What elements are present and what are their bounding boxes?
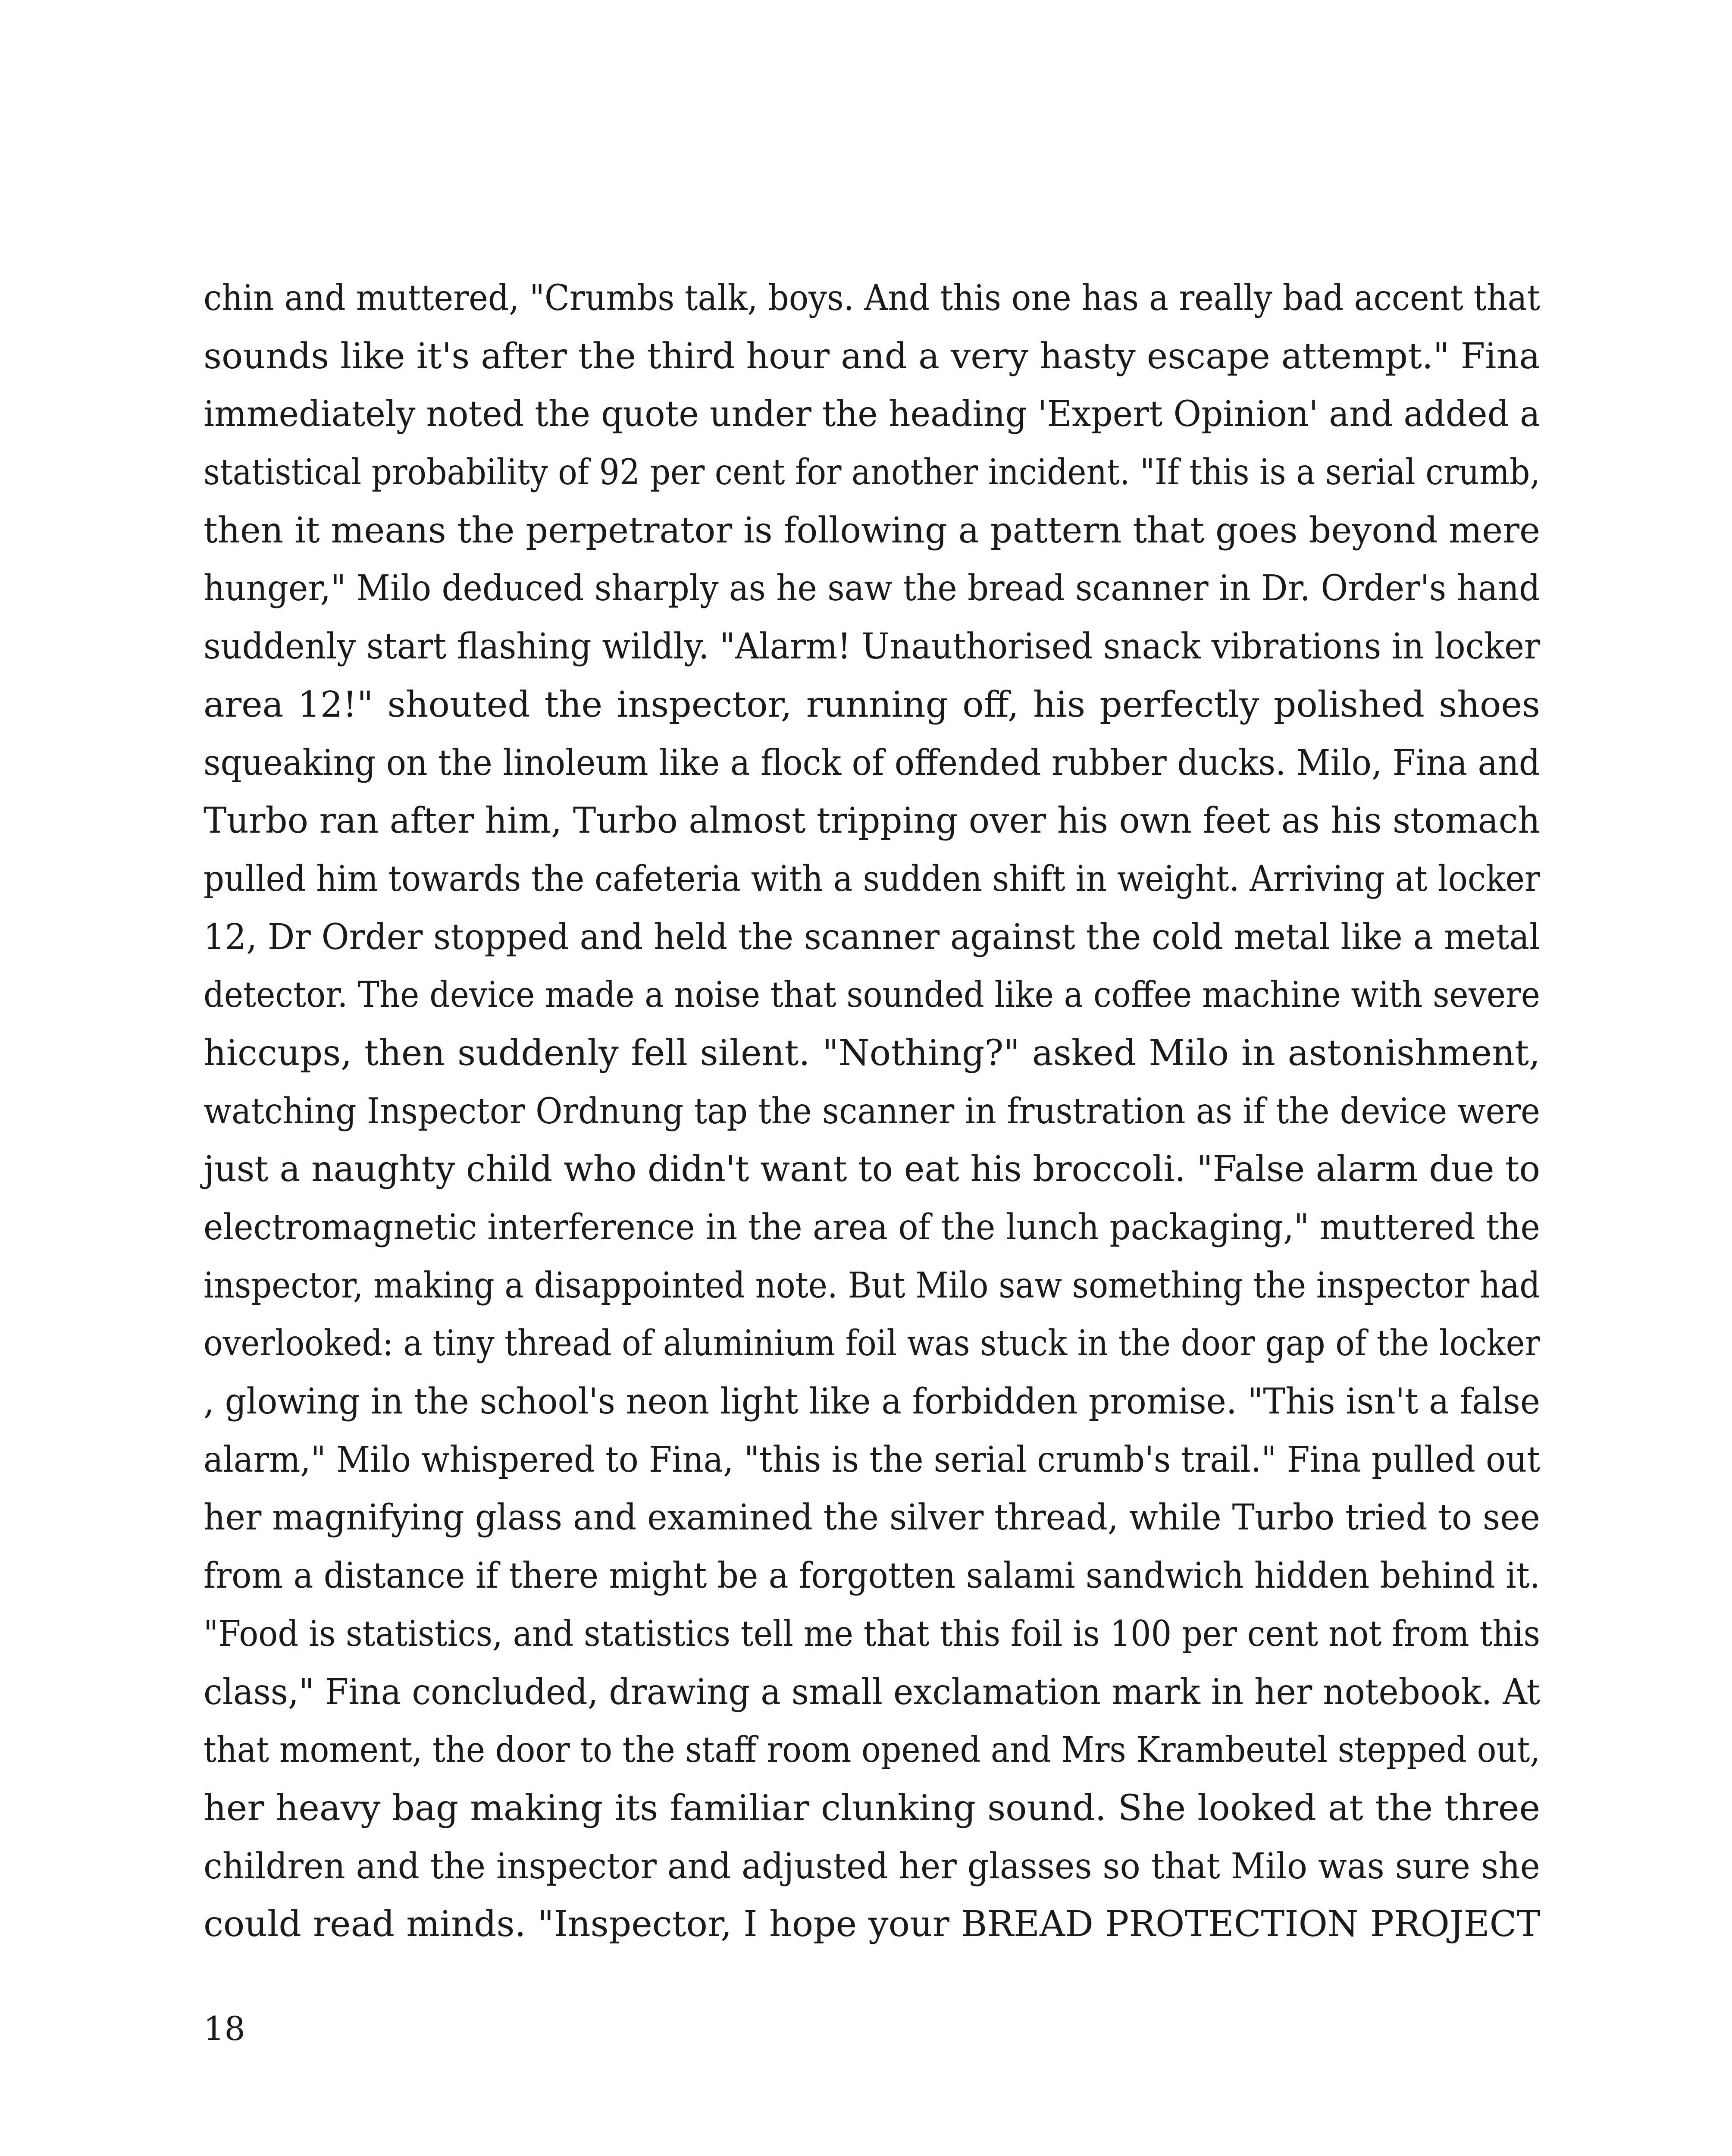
- text-line: her magnifying glass and examined the silver thread, while Turbo tried to see: [204, 1497, 1540, 1539]
- text-line: that moment, the door to the staff room opened and Mrs Krambeutel stepped out,: [204, 1730, 1540, 1771]
- text-line: squeaking on the linoleum like a flock of offended rubber ducks. Milo, Fina and: [204, 742, 1540, 783]
- text-line: chin and muttered, "Crumbs talk, boys. And this one has a really bad accent that: [204, 278, 1540, 319]
- text-line: class," Fina concluded, drawing a small exclamation mark in her notebook. At: [204, 1671, 1540, 1713]
- text-line: inspector, making a disappointed note. But Milo saw something the inspector had: [204, 1265, 1540, 1306]
- text-line: hunger," Milo deduced sharply as he saw the bread scanner in Dr. Order's hand: [204, 568, 1540, 609]
- page-number: 18: [204, 2009, 245, 2048]
- text-line: immediately noted the quote under the heading 'Expert Opinion' and added a: [204, 394, 1540, 435]
- text-line: overlooked: a tiny thread of aluminium foil was stuck in the door gap of the locker: [204, 1323, 1540, 1364]
- text-line: her heavy bag making its familiar clunking sound. She looked at the three: [204, 1787, 1540, 1829]
- text-line: Turbo ran after him, Turbo almost tripping over his own feet as his stomach: [204, 800, 1540, 842]
- text-line: then it means the perpetrator is following a pattern that goes beyond mere: [204, 510, 1540, 551]
- text-line: sounds like it's after the third hour and a very hasty escape attempt." Fina: [204, 335, 1540, 377]
- text-line: pulled him towards the cafeteria with a sudden shift in weight. Arriving at locker: [204, 858, 1540, 899]
- text-line: from a distance if there might be a forgotten salami sandwich hidden behind it.: [204, 1555, 1540, 1597]
- text-line: area 12!" shouted the inspector, running off, his perfectly polished shoes: [204, 684, 1540, 725]
- text-line: watching Inspector Ordnung tap the scanner in frustration as if the device were: [204, 1091, 1540, 1132]
- text-line: "Food is statistics, and statistics tell me that this foil is 100 per cent not from this: [204, 1613, 1540, 1655]
- text-line: hiccups, then suddenly fell silent. "Nothing?" asked Milo in astonishment,: [204, 1032, 1540, 1074]
- text-line: , glowing in the school's neon light like a forbidden promise. "This isn't a false: [204, 1381, 1540, 1423]
- text-line: alarm," Milo whispered to Fina, "this is the serial crumb's trail." Fina pulled out: [204, 1439, 1540, 1480]
- text-line: electromagnetic interference in the area of the lunch packaging," muttered the: [204, 1207, 1540, 1248]
- text-line: detector. The device made a noise that sounded like a coffee machine with severe: [204, 975, 1540, 1016]
- body-text: [204, 270, 1540, 1954]
- text-line: could read minds. "Inspector, I hope your BREAD PROTECTION PROJECT: [204, 1904, 1540, 1945]
- text-line: statistical probability of 92 per cent for another incident. "If this is a serial crumb,: [204, 452, 1540, 493]
- text-line: suddenly start flashing wildly. "Alarm! Unauthorised snack vibrations in locker: [204, 626, 1540, 667]
- text-line: 12, Dr Order stopped and held the scanner against the cold metal like a metal: [204, 916, 1540, 958]
- text-line: children and the inspector and adjusted her glasses so that Milo was sure she: [204, 1846, 1540, 1887]
- text-line: just a naughty child who didn't want to eat his broccoli. "False alarm due to: [204, 1149, 1540, 1190]
